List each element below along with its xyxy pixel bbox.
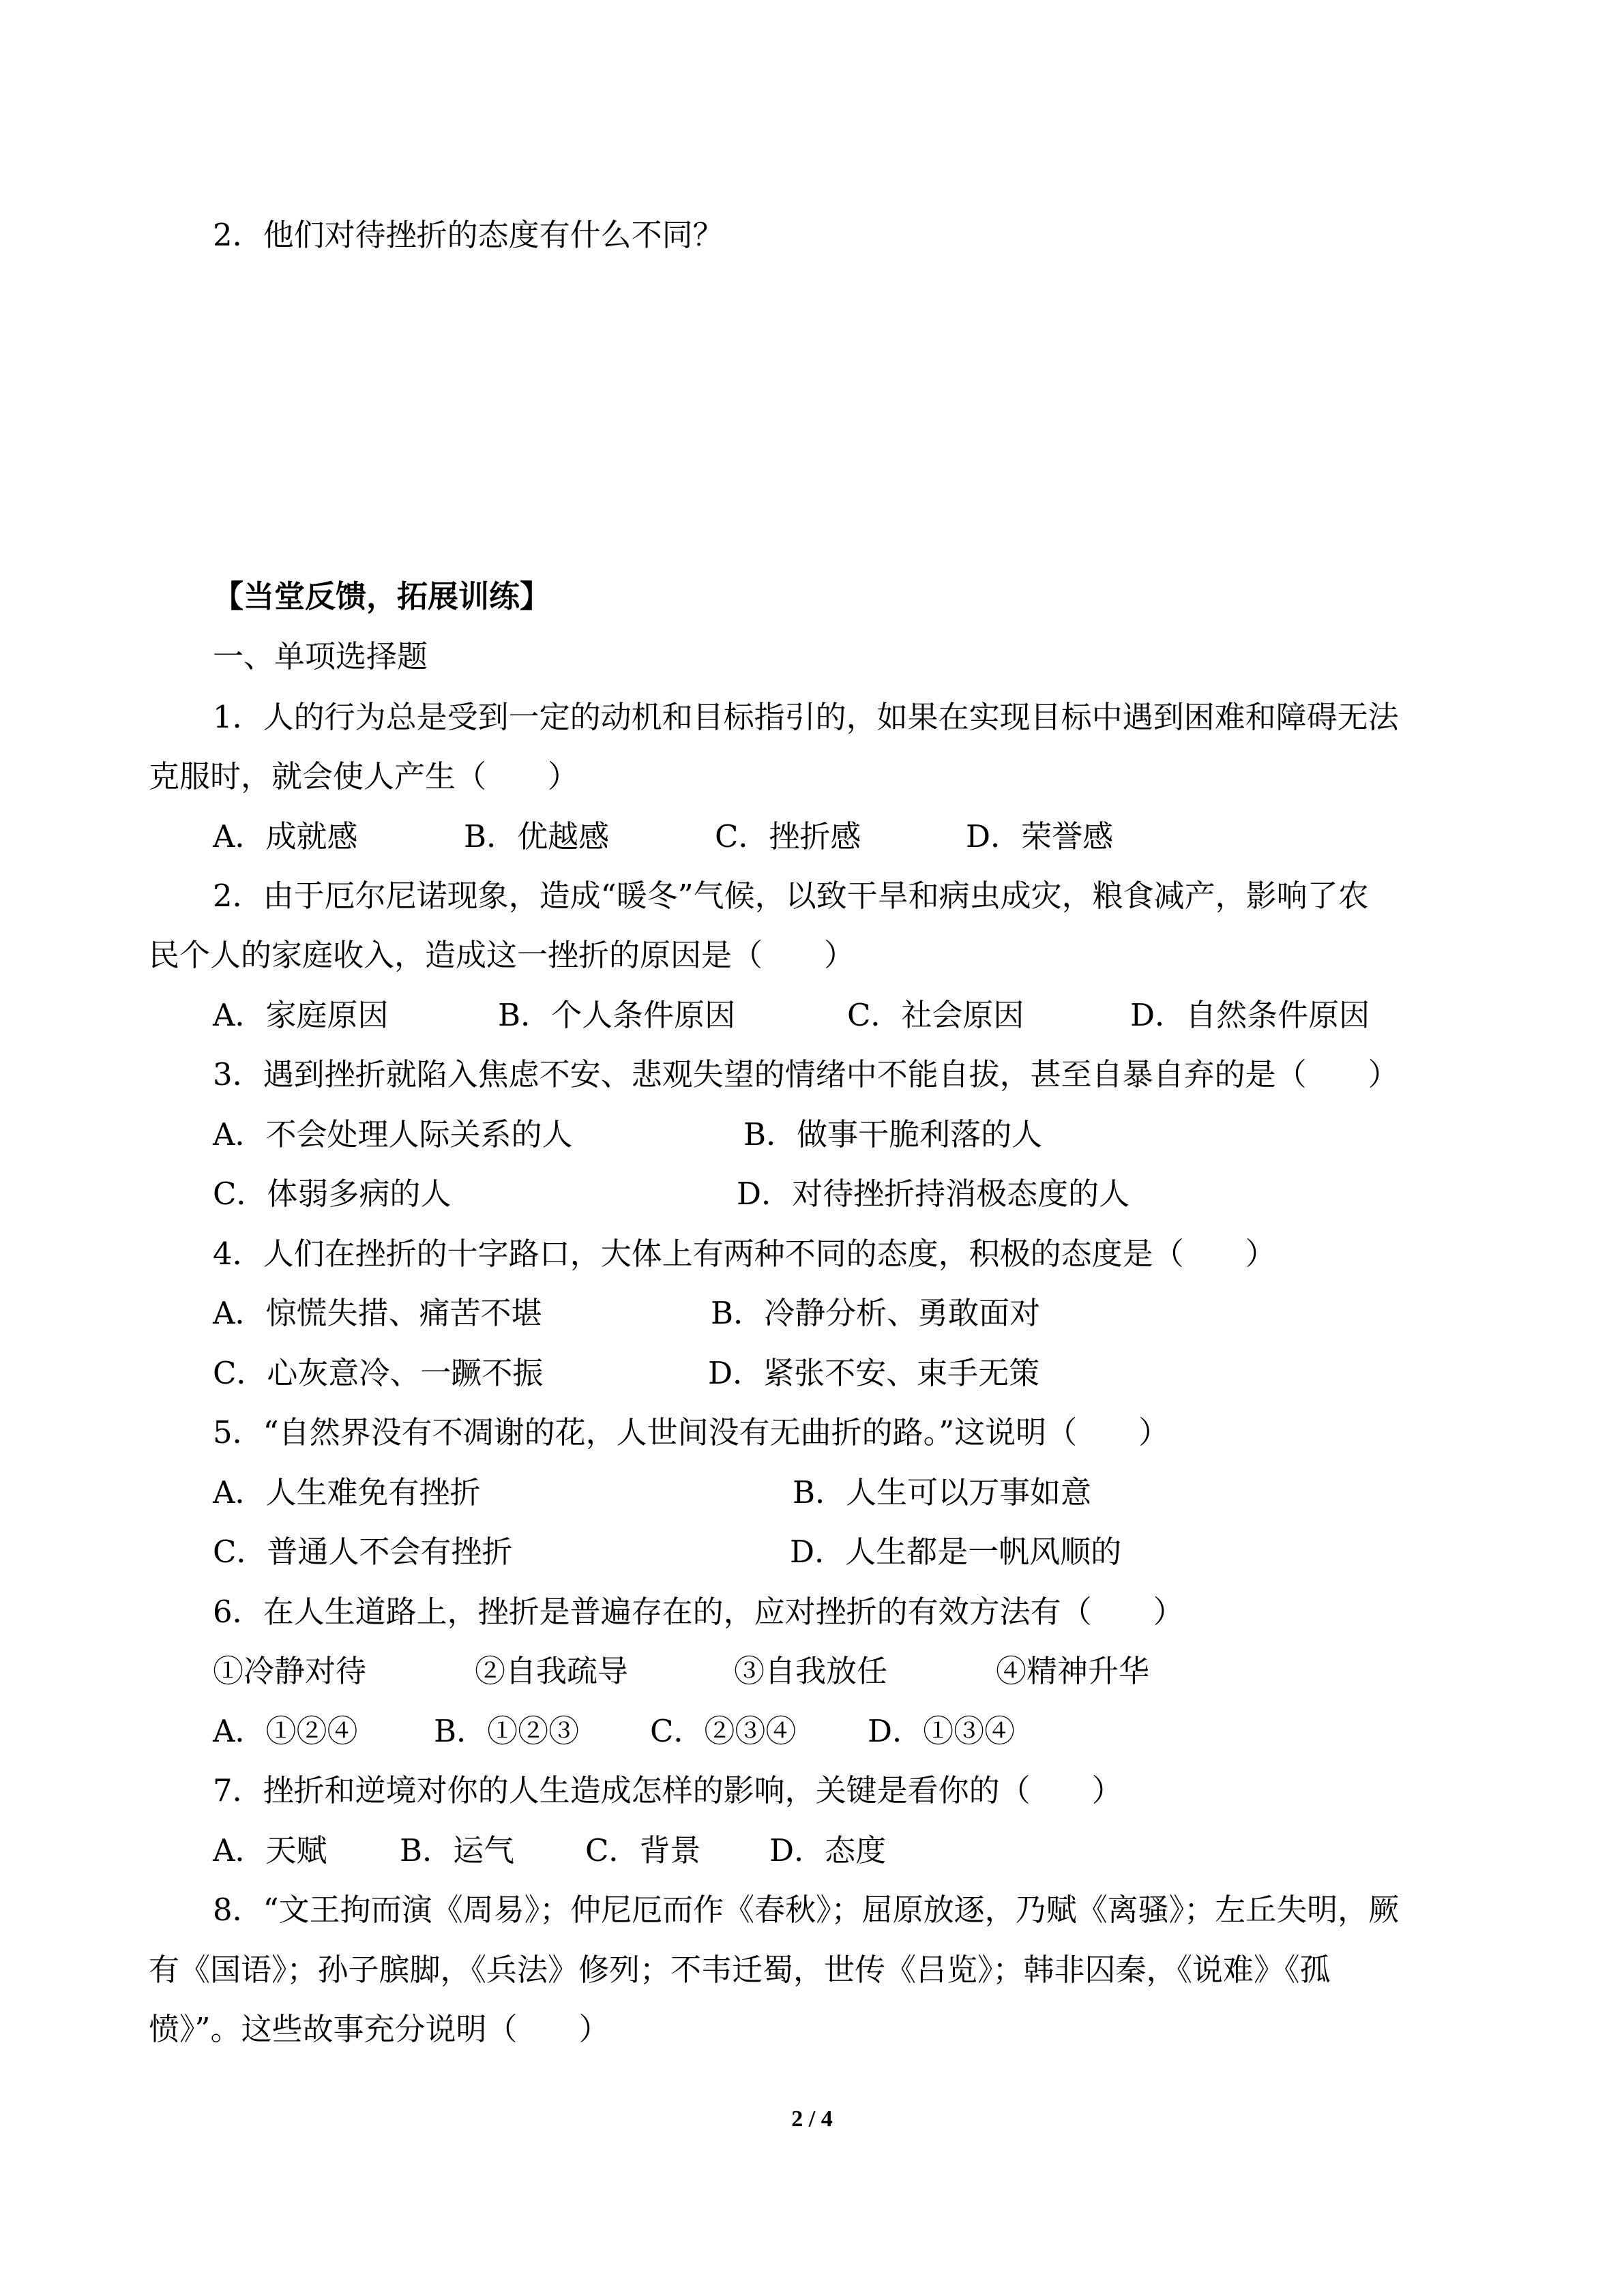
question-7-option-d: D．态度 — [769, 1832, 887, 1868]
question-1-line-1: 1．人的行为总是受到一定的动机和目标指引的，如果在实现目标中遇到困难和障碍无法 — [213, 699, 1399, 735]
question-6-statement-1: ①冷静对待 — [213, 1653, 367, 1689]
question-5-option-c: C．普通人不会有挫折 — [213, 1534, 513, 1570]
question-3-option-a: A．不会处理人际关系的人 — [213, 1116, 573, 1152]
question-2-option-b: B．个人条件原因 — [498, 997, 736, 1033]
subsection-title: 一、单项选择题 — [213, 638, 428, 674]
question-2-line-2: 民个人的家庭收入，造成这一挫折的原因是（ ） — [149, 937, 855, 973]
question-5-line-1: 5．“自然界没有不凋谢的花，人世间没有无曲折的路。”这说明（ ） — [213, 1414, 1170, 1450]
question-3-option-b: B．做事干脆利落的人 — [743, 1116, 1043, 1152]
question-1-option-c: C．挫折感 — [715, 818, 861, 854]
question-4-line-1: 4．人们在挫折的十字路口，大体上有两种不同的态度，积极的态度是（ ） — [213, 1236, 1276, 1272]
question-4-option-c: C．心灰意冷、一蹶不振 — [213, 1355, 544, 1391]
page-number: 2 / 4 — [791, 2106, 833, 2132]
question-5-option-a: A．人生难免有挫折 — [213, 1474, 481, 1510]
question-5-option-d: D．人生都是一帆风顺的 — [790, 1534, 1122, 1570]
question-6-option-a: A．①②④ — [213, 1713, 358, 1749]
section-heading: 【当堂反馈，拓展训练】 — [213, 578, 551, 614]
question-1-option-a: A．成就感 — [213, 818, 358, 854]
question-6-line-1: 6．在人生道路上，挫折是普遍存在的，应对挫折的有效方法有（ ） — [213, 1594, 1184, 1630]
question-2-line-1: 2．由于厄尔尼诺现象，造成“暖冬”气候，以致干旱和病虫成灾，粮食减产，影响了农 — [213, 878, 1369, 914]
question-2-option-a: A．家庭原因 — [213, 997, 389, 1033]
question-3-option-d: D．对待挫折持消极态度的人 — [737, 1176, 1130, 1212]
question-7-option-a: A．天赋 — [213, 1832, 327, 1868]
question-6-statement-4: ④精神升华 — [996, 1653, 1150, 1689]
question-6-option-c: C．②③④ — [650, 1713, 797, 1749]
question-5-option-b: B．人生可以万事如意 — [793, 1474, 1092, 1510]
question-7-line-1: 7．挫折和逆境对你的人生造成怎样的影响，关键是看你的（ ） — [213, 1772, 1123, 1808]
question-3-line-1: 3．遇到挫折就陷入焦虑不安、悲观失望的情绪中不能自拔，甚至自暴自弃的是（ ） — [213, 1056, 1399, 1092]
question-1-option-b: B．优越感 — [464, 818, 610, 854]
question-8-line-1: 8．“文王拘而演《周易》；仲尼厄而作《春秋》；屈原放逐，乃赋《离骚》；左丘失明，厥 — [213, 1892, 1400, 1928]
question-1-option-d: D．荣誉感 — [966, 818, 1114, 854]
question-2-option-d: D．自然条件原因 — [1130, 997, 1370, 1033]
question-6-option-b: B．①②③ — [434, 1713, 580, 1749]
pre-question-2: 2．他们对待挫折的态度有什么不同？ — [213, 217, 724, 253]
question-6-statement-2: ②自我疏导 — [475, 1653, 629, 1689]
question-6-option-d: D．①③④ — [868, 1713, 1016, 1749]
question-4-option-b: B．冷静分析、勇敢面对 — [711, 1295, 1041, 1331]
question-3-option-c: C．体弱多病的人 — [213, 1176, 452, 1212]
question-2-option-c: C．社会原因 — [847, 997, 1024, 1033]
question-8-line-2: 有《国语》；孙子膑脚，《兵法》修列；不韦迁蜀，世传《吕览》；韩非囚秦，《说难》《孤 — [149, 1952, 1331, 1988]
question-4-option-a: A．惊慌失措、痛苦不堪 — [213, 1295, 542, 1331]
question-6-statement-3: ③自我放任 — [734, 1653, 888, 1689]
question-7-option-c: C．背景 — [585, 1832, 701, 1868]
question-8-line-3: 愤》”。这些故事充分说明（ ） — [149, 2011, 610, 2047]
question-1-line-2: 克服时，就会使人产生（ ） — [149, 758, 579, 794]
question-4-option-d: D．紧张不安、束手无策 — [708, 1355, 1040, 1391]
question-7-option-b: B．运气 — [400, 1832, 515, 1868]
